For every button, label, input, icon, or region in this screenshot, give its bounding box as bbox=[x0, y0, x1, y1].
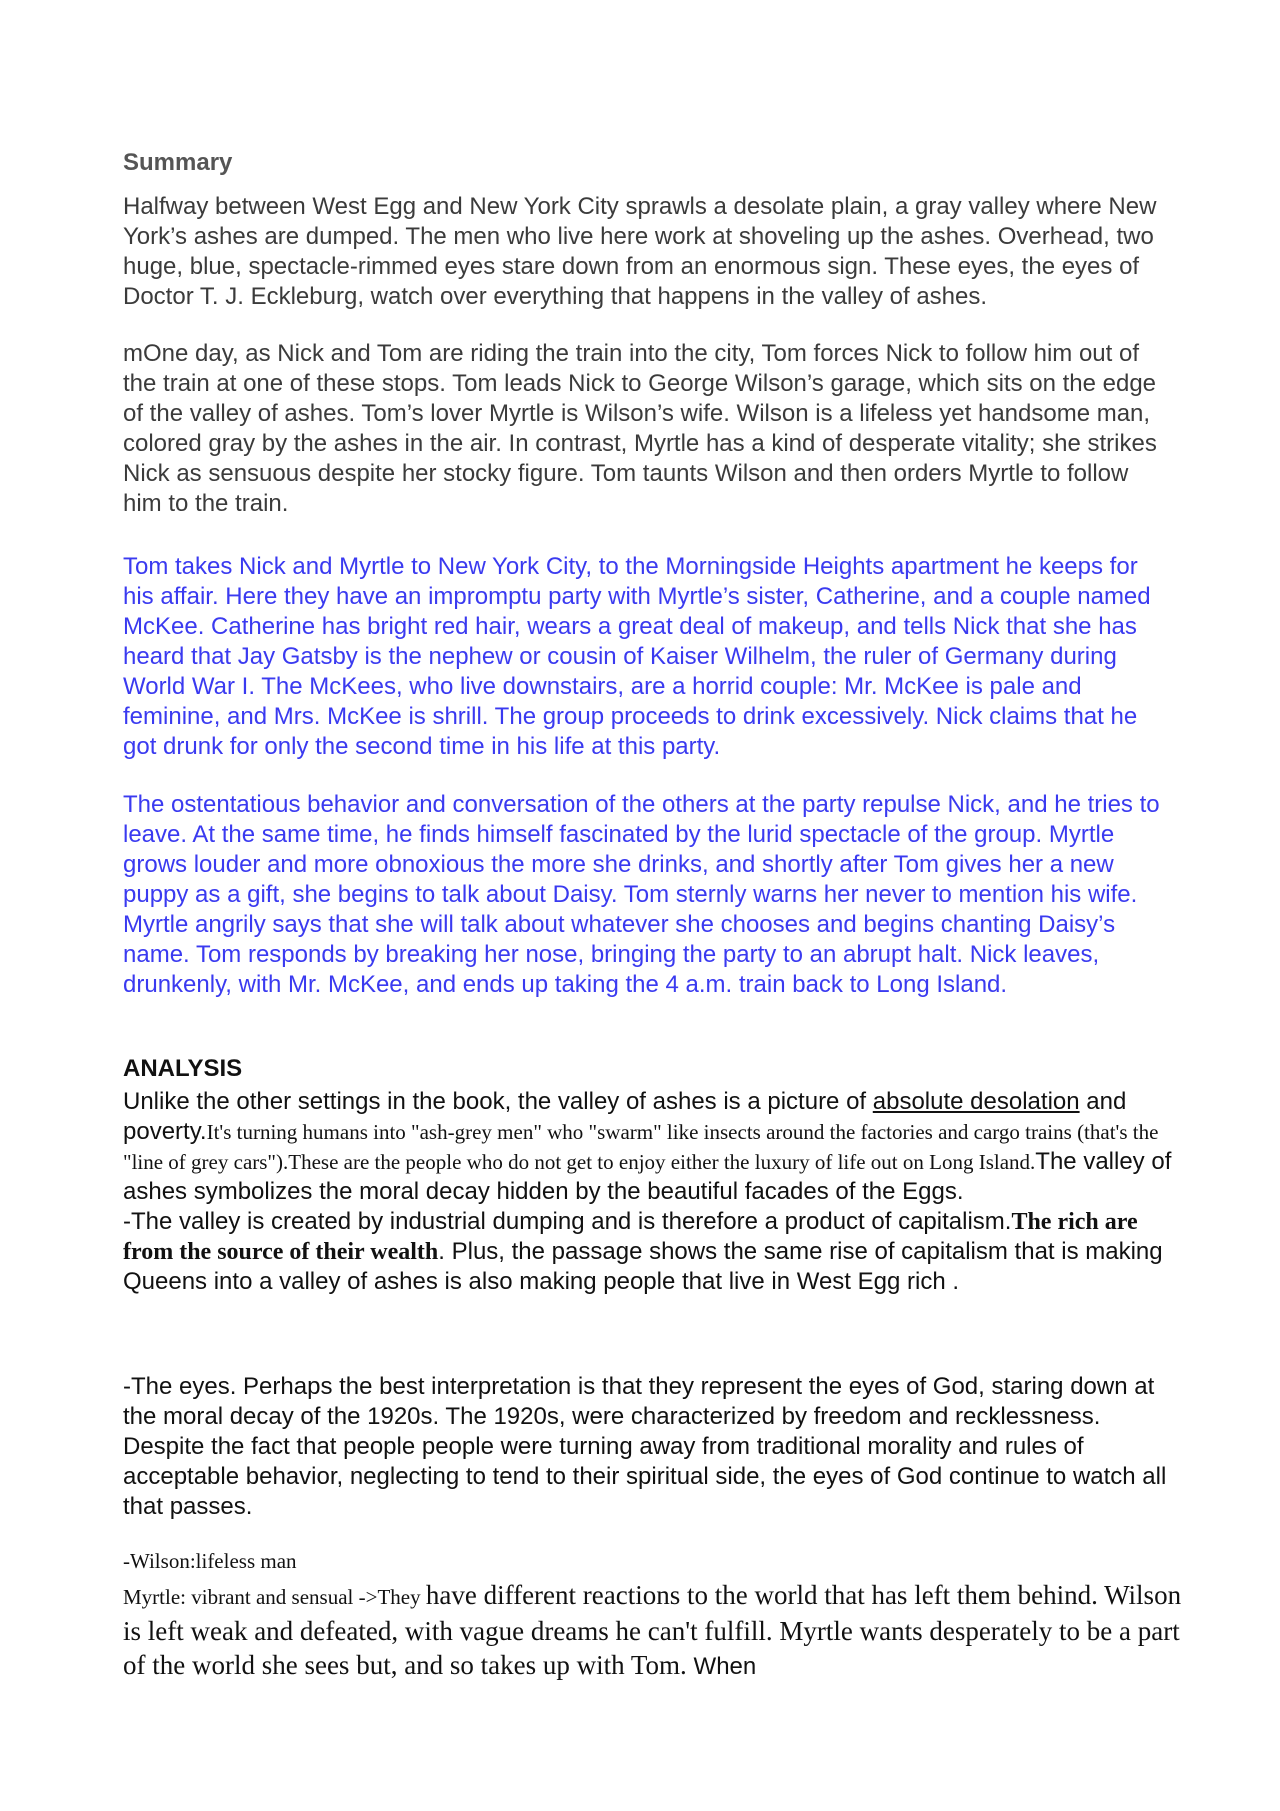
analysis-text: and poverty. bbox=[123, 1088, 1127, 1145]
analysis-text: The valley of ashes symbolizes the moral decay hidden by the beautiful facades of the Eggs. bbox=[123, 1148, 1172, 1205]
bold-phrase: The rich are from the source of their wealth bbox=[123, 1209, 1138, 1265]
analysis-text: Unlike the other settings in the book, the valley of ashes is a picture of bbox=[123, 1088, 873, 1115]
summary-paragraph-4: The ostentatious behavior and conversation of the others at the party repulse Nick, and he tries to leave. At the same time, he finds himself fascinated by the lurid spectacle of the group. Myrtle grows louder and more obnoxious the more she drinks, and shortly after Tom gives her a new puppy as a gift, she begins to talk about Daisy. Tom sternly warns her never to mention his wife. Myrtle angrily says that she will talk about whatever she chooses and begins chanting Daisy’s name. Tom responds by breaking her nose, bringing the party to an abrupt halt. Nick leaves, drunkenly, with Mr. McKee, and ends up taking the 4 a.m. train back to Long Island. bbox=[123, 791, 1160, 998]
myrtle-tail: When bbox=[693, 1653, 757, 1680]
summary-paragraph-3: Tom takes Nick and Myrtle to New York City, to the Morningside Heights apartment he keeps for his affair. Here they have an impromptu party with Myrtle’s sister, Catherine, and a couple named McKee. Catherine has bright red hair, wears a great deal of makeup, and tells Nick that she has heard that Jay Gatsby is the nephew or cousin of Kaiser Wilhelm, the ruler of Germany during World War I. The McKees, who live downstairs, are a horrid couple: Mr. McKee is pale and feminine, and Mrs. McKee is shrill. The group proceeds to drink excessively. Nick claims that he got drunk for only the second time in his life at this party. bbox=[123, 553, 1151, 760]
underlined-phrase: absolute desolation bbox=[872, 1088, 1080, 1115]
serif-quote-text: It's turning humans into "ash-grey men" who "swarm" like insects around the factories and cargo trains (that's the "line of grey cars").These are the people who do not get to enjoy either the luxury of life out on Long Island. bbox=[123, 1120, 1159, 1174]
analysis-paragraph-eyes: -The eyes. Perhaps the best interpretation is that they represent the eyes of God, staring down at the moral decay of the 1920s. The 1920s, were characterized by freedom and recklessness. Despite the fact that people people were turning away from traditional morality and rules of acceptable behavior, neglecting to tend to their spiritual side, the eyes of God continue to watch all that passes. bbox=[123, 1373, 1167, 1520]
wilson-note: -Wilson:lifeless man bbox=[123, 1549, 297, 1573]
analysis-text: -The valley is created by industrial dumping and is therefore a product of capitalism. bbox=[123, 1208, 1012, 1235]
summary-paragraph-2: mOne day, as Nick and Tom are riding the train into the city, Tom forces Nick to follow him out of the train at one of these stops. Tom leads Nick to George Wilson’s garage, which sits on the edge of the valley of ashes. Tom’s lover Myrtle is Wilson’s wife. Wilson is a lifeless yet handsome man, colored gray by the ashes in the air. In contrast, Myrtle has a kind of desperate vitality; she strikes Nick as sensuous despite her stocky figure. Tom taunts Wilson and then orders Myrtle to follow him to the train. bbox=[123, 340, 1157, 517]
summary-paragraph-1: Halfway between West Egg and New York City sprawls a desolate plain, a gray valley where New York’s ashes are dumped. The men who live here work at shoveling up the ashes. Overhead, two huge, blue, spectacle-rimmed eyes stare down from an enormous sign. These eyes, the eyes of Doctor T. J. Eckleburg, watch over everything that happens in the valley of ashes. bbox=[123, 193, 1157, 310]
analysis-heading: ANALYSIS bbox=[123, 1055, 243, 1082]
analysis-text: . Plus, the passage shows the same rise of capitalism that is making Queens into a valley of ashes is also making people that live in West Egg rich . bbox=[123, 1238, 1163, 1295]
summary-heading: Summary bbox=[123, 149, 233, 176]
analysis-paragraph-1 bbox=[123, 1087, 1173, 1297]
analysis-paragraph-myrtle bbox=[123, 1578, 1183, 1684]
myrtle-lead: Myrtle: vibrant and sensual ->They bbox=[123, 1585, 426, 1609]
myrtle-body: have different reactions to the world that has left them behind. Wilson is left weak and defeated, with vague dreams he can't fulfill. Myrtle wants desperately to be a part of the world she sees but, and so takes up with Tom. bbox=[123, 1580, 1182, 1680]
